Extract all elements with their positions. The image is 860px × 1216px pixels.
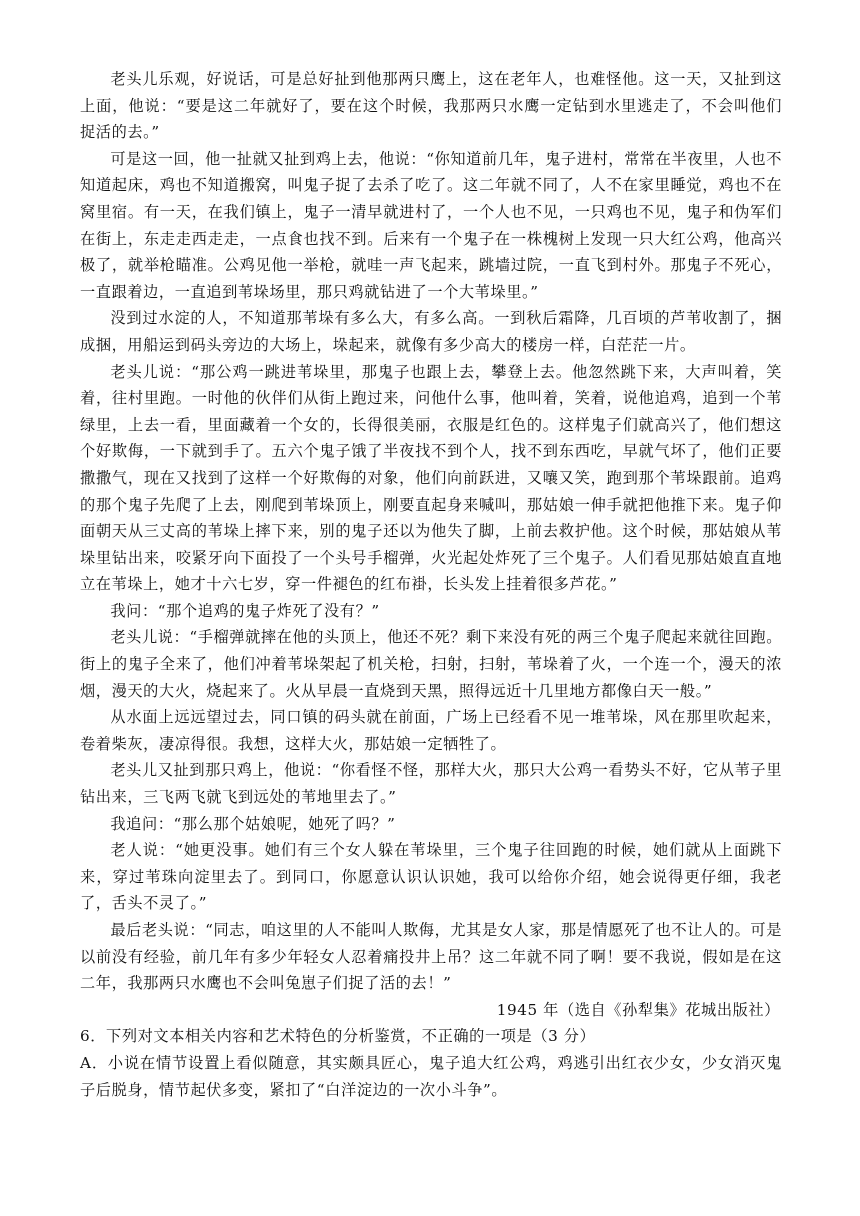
story-paragraph-3: 没到过水淀的人，不知道那苇垛有多么大，有多么高。一到秋后霜降，几百顷的芦苇收割了，捆成捆，用船运到码头旁边的大场上，垛起来，就像有多少高大的楼房一样，白茫茫一片。 — [80, 309, 782, 354]
question-option-a: A．小说在情节设置上看似随意，其实颇具匠心，鬼子追大红公鸡，鸡逃引出红衣少女，少女消灭鬼子后脱身，情节起伏多变，紧扣了“白洋淀边的一次小斗争”。 — [80, 1053, 782, 1099]
story-paragraph-6: 老头儿说：“手榴弹就摔在他的头顶上，他还不死？剩下来没有死的两三个鬼子爬起来就往回跑。街上的鬼子全来了，他们冲着苇垛架起了机关枪，扫射，扫射，苇垛着了火，一个连一个，漫天的浓烟，漫天的大火，烧起来了。火从早晨一直烧到天黑，照得远近十几里地方都像白天一般。” — [80, 628, 782, 700]
story-paragraph-9: 我追问：“那么那个姑娘呢，她死了吗？” — [110, 814, 396, 833]
question-stem: 6．下列对文本相关内容和艺术特色的分析鉴赏，不正确的一项是（3 分） — [80, 1027, 596, 1046]
story-paragraph-5: 我问：“那个追鸡的鬼子炸死了没有？” — [110, 601, 380, 620]
story-paragraph-7: 从水面上远远望过去，同口镇的码头就在前面，广场上已经看不见一堆苇垛，风在那里吹起来，卷着柴灰，凄凉得很。我想，这样大火，那姑娘一定牺牲了。 — [80, 708, 782, 753]
source-citation: 1945 年（选自《孙犁集》花城出版社） — [496, 1000, 780, 1019]
story-paragraph-11: 最后老头说：“同志，咱这里的人不能叫人欺侮，尤其是女人家，那是情愿死了也不让人的。可是以前没有经验，前几年有多少年轻女人忍着痛投井上吊？这二年就不同了啊！要不我说，假如是在这二年，我那两只水鹰也不会叫兔崽子们捉了活的去！” — [80, 921, 782, 993]
story-paragraph-2: 可是这一回，他一扯就又扯到鸡上去，他说：“你知道前几年，鬼子进村，常常在半夜里，人也不知道起床，鸡也不知道搬窝，叫鬼子捉了去杀了吃了。这二年就不同了，人不在家里睡觉，鸡也不在窝里宿。有一天，在我们镇上，鬼子一清早就进村了，一个人也不见，一只鸡也不见，鬼子和伪军们在街上，东走走西走走，一点食也找不到。后来有一个鬼子在一株槐树上发现一只大红公鸡，他高兴极了，就举枪瞄准。公鸡见他一举枪，就哇一声飞起来，跳墙过院，一直飞到村外。那鬼子不死心，一直跟着边，一直追到苇垛场里，那只鸡就钻进了一个大苇垛里。” — [80, 149, 782, 301]
story-paragraph-1: 老头儿乐观，好说话，可是总好扯到他那两只鹰上，这在老年人，也难怪他。这一天，又扯到这上面，他说：“要是这二年就好了，要在这个时候，我那两只水鹰一定钻到水里逃走了，不会叫他们捉活的去。” — [80, 70, 782, 142]
story-paragraph-4: 老头儿说：“那公鸡一跳进苇垛里，那鬼子也跟上去，攀登上去。他忽然跳下来，大声叫着，笑着，往村里跑。一时他的伙伴们从街上跑过来，问他什么事，他叫着，笑着，说他追鸡，追到一个苇绿里，上去一看，里面藏着一个女的，长得很美丽，衣服是红色的。这样鬼子们就高兴了，他们想这个好欺侮，一下就到手了。五六个鬼子饿了半夜找不到个人，找不到东西吃，早就气坏了，他们正要撒撒气，现在又找到了这样一个好欺侮的对象，他们向前跃进，又嚷又笑，跑到那个苇垛跟前。追鸡的那个鬼子先爬了上去，刚爬到苇垛顶上，刚要直起身来喊叫，那姑娘一伸手就把他推下来。鬼子仰面朝天从三丈高的苇垛上摔下来，别的鬼子还以为他失了脚，上前去救护他。这个时候，那姑娘从苇垛里钻出来，咬紧牙向下面投了一个头号手榴弹，火光起处炸死了三个鬼子。人们看见那姑娘直直地立在苇垛上，她才十六七岁，穿一件褪色的红布褂，长头发上挂着很多芦花。” — [80, 362, 782, 594]
story-paragraph-8: 老头儿又扯到那只鸡上，他说：“你看怪不怪，那样大火，那只大公鸡一看势头不好，它从苇子里钻出来，三飞两飞就飞到远处的苇地里去了。” — [80, 761, 782, 807]
story-paragraph-10: 老人说：“她更没事。她们有三个女人躲在苇垛里，三个鬼子往回跑的时候，她们就从上面跳下来，穿过苇珠向淀里去了。到同口，你愿意认识认识她，我可以给你介绍，她会说得更仔细，我老了，舌头不灵了。” — [80, 841, 782, 913]
